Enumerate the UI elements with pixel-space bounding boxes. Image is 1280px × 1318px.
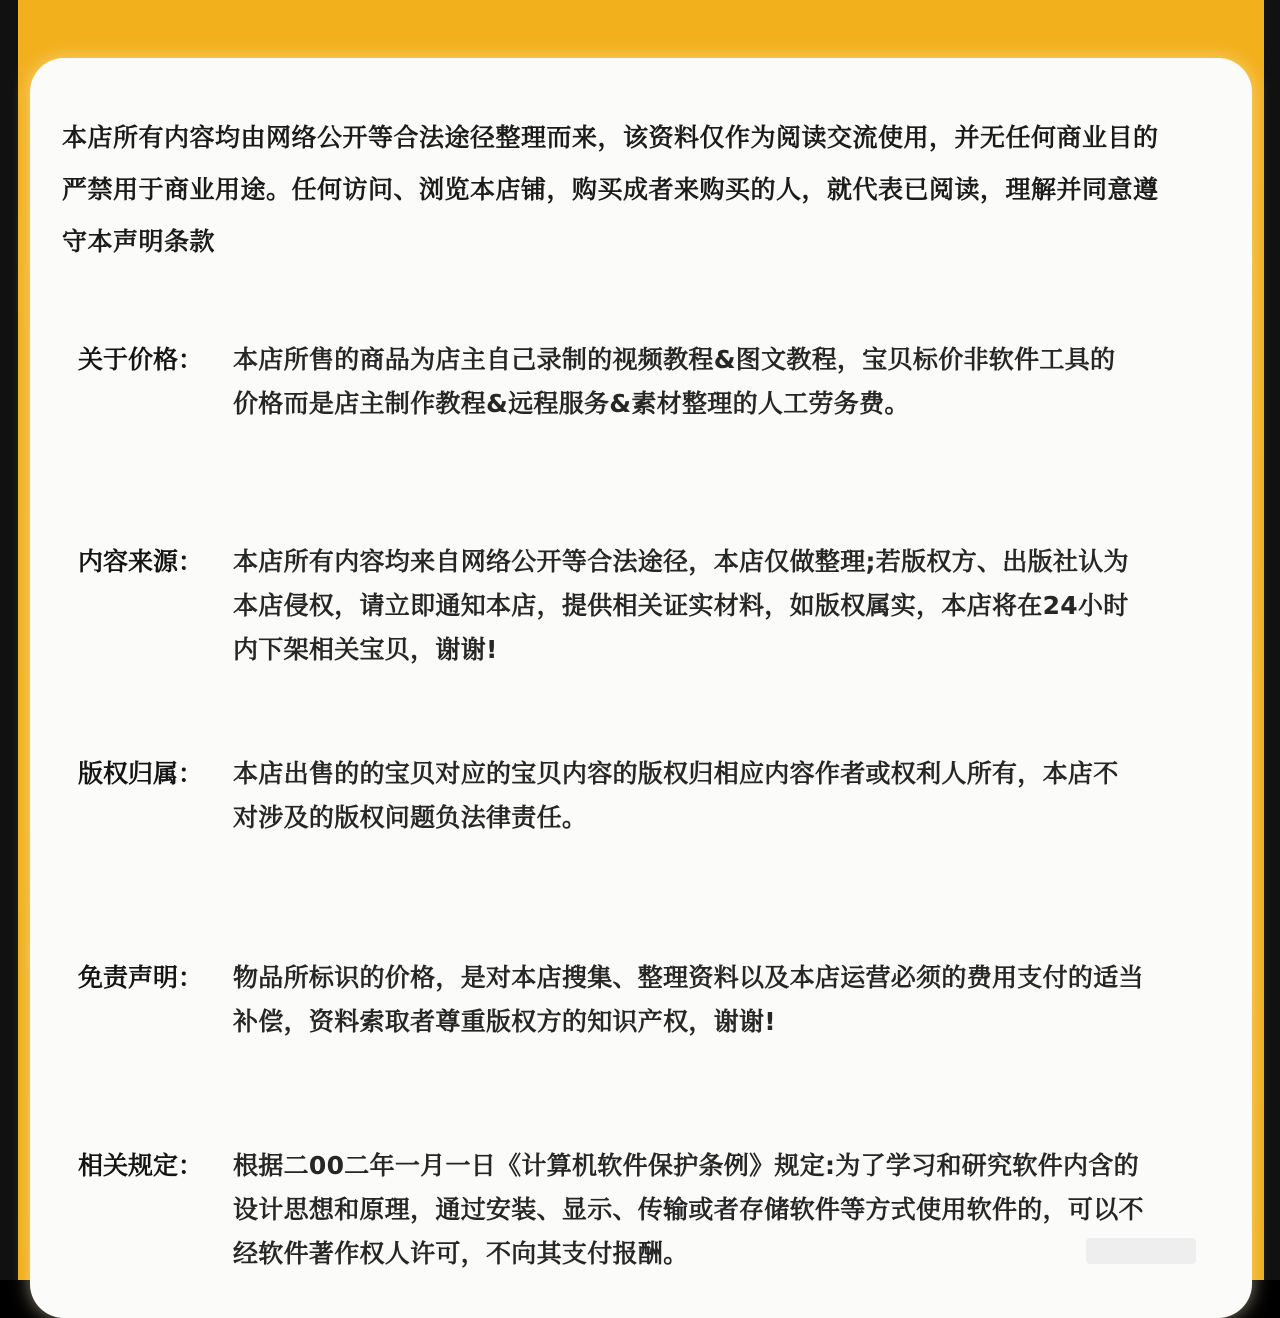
section-line: 补偿，资料索取者尊重版权方的知识产权，谢谢!	[233, 1007, 777, 1036]
section-line: 内下架相关宝贝，谢谢!	[233, 635, 498, 664]
section-label: 内容来源：	[78, 547, 204, 576]
section-label: 相关规定：	[78, 1151, 204, 1180]
section-body	[233, 540, 1208, 672]
section-body	[233, 956, 1208, 1044]
section-line: 经软件著作权人许可，不向其支付报酬。	[233, 1239, 689, 1268]
section-body	[233, 752, 1208, 840]
section-line: 本店所有内容均来自网络公开等合法途径，本店仅做整理;若版权方、出版社认为	[233, 547, 1129, 576]
section-line: 价格而是店主制作教程&远程服务&素材整理的人工劳务费。	[233, 389, 910, 418]
intro-line: 严禁用于商业用途。任何访问、浏览本店铺，购买成者来购买的人，就代表已阅读，理解并同意遵	[62, 175, 1159, 204]
left-edge	[0, 0, 18, 1280]
section-line: 根据二00二年一月一日《计算机软件保护条例》规定:为了学习和研究软件内含的	[233, 1151, 1139, 1180]
section-line: 设计思想和原理，通过安装、显示、传输或者存储软件等方式使用软件的，可以不	[233, 1195, 1144, 1224]
section-line: 本店所售的商品为店主自己录制的视频教程&图文教程，宝贝标价非软件工具的	[233, 345, 1116, 374]
section-line: 本店出售的的宝贝对应的宝贝内容的版权归相应内容作者或权利人所有，本店不	[233, 759, 1119, 788]
intro-line: 守本声明条款	[62, 227, 216, 256]
section-body	[233, 1144, 1208, 1276]
corner-smudge	[1086, 1238, 1196, 1264]
intro-paragraph	[62, 112, 1232, 268]
section-body	[233, 338, 1208, 426]
section-line: 本店侵权，请立即通知本店，提供相关证实材料，如版权属实，本店将在24小时	[233, 591, 1129, 620]
section-line: 物品所标识的价格，是对本店搜集、整理资料以及本店运营必须的费用支付的适当	[233, 963, 1144, 992]
section-label: 版权归属：	[78, 759, 204, 788]
section-line: 对涉及的版权问题负法律责任。	[233, 803, 588, 832]
right-edge	[1264, 0, 1280, 1280]
section-label: 免责声明：	[78, 963, 204, 992]
intro-line: 本店所有内容均由网络公开等合法途径整理而来，该资料仅作为阅读交流使用，并无任何商业目的	[62, 123, 1159, 152]
section-label: 关于价格：	[78, 345, 204, 374]
